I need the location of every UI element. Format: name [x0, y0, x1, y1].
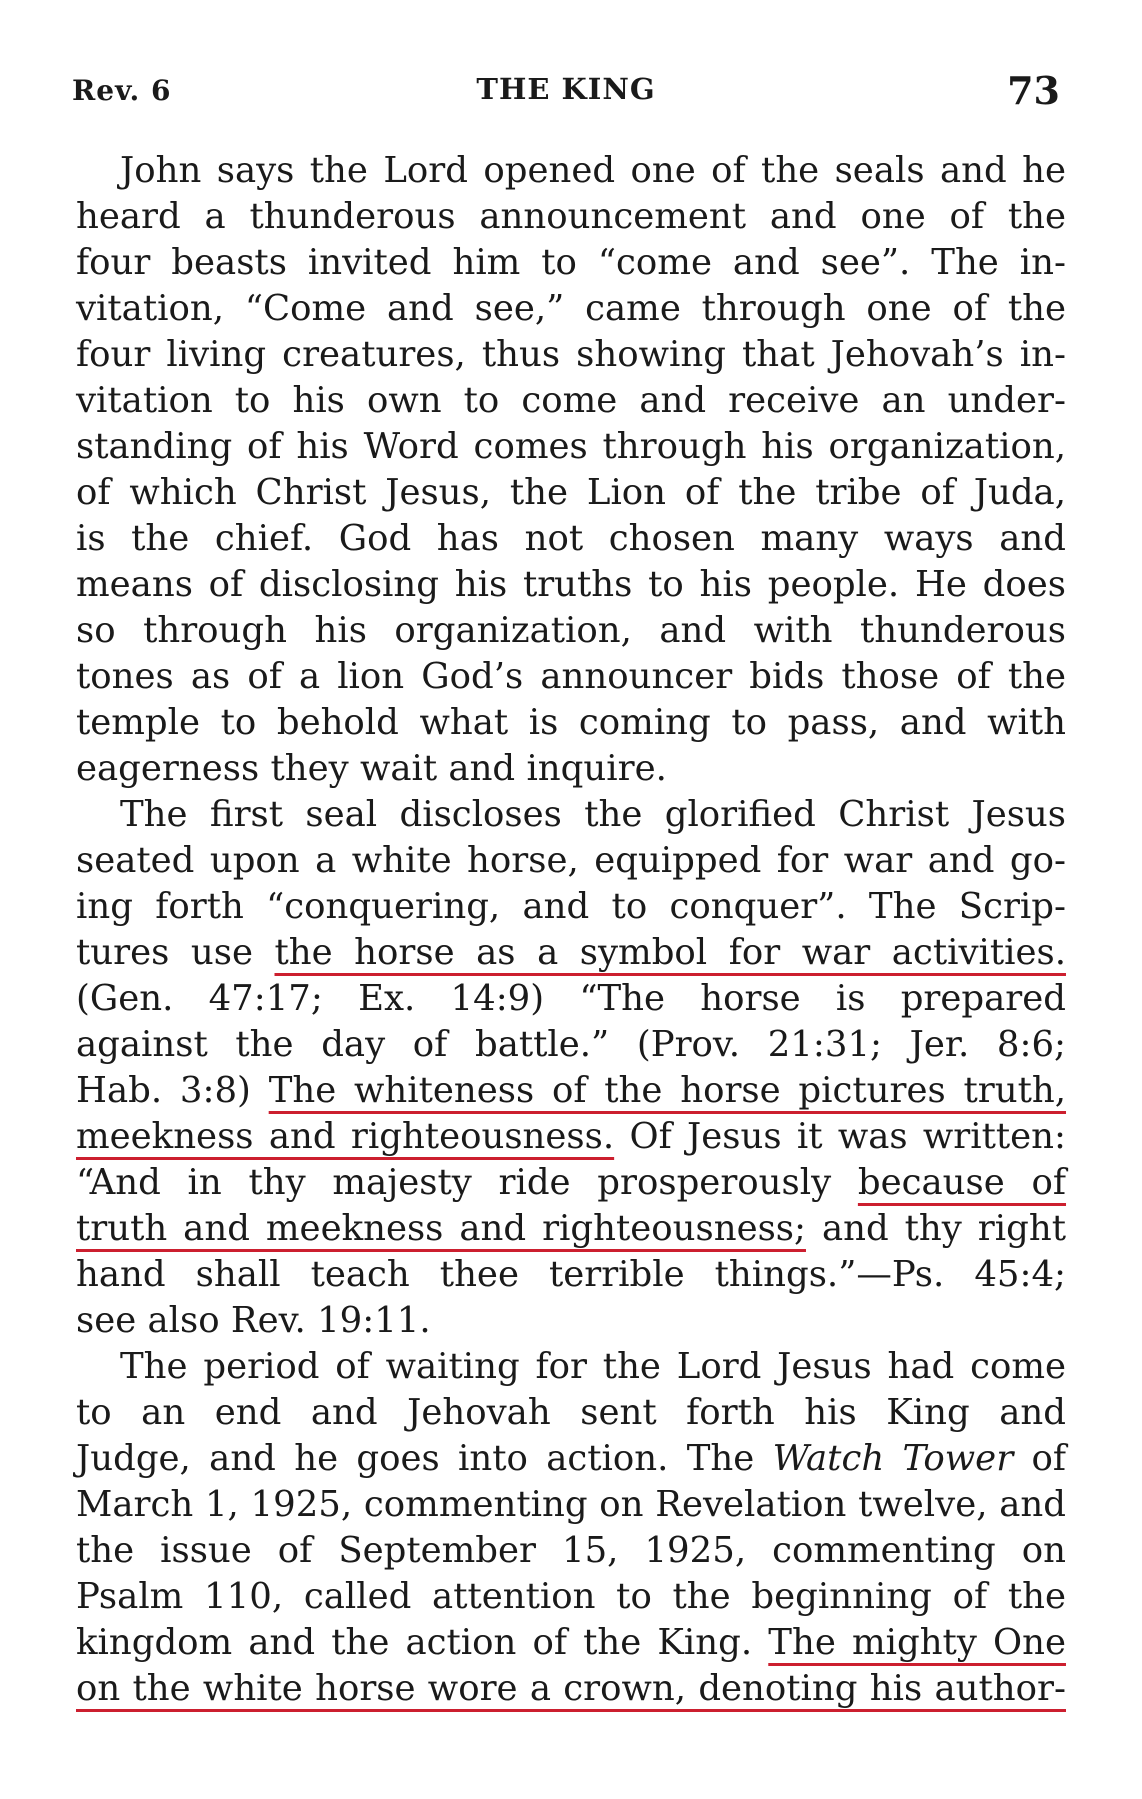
text-line: see also Rev. 19:11. — [76, 1300, 431, 1341]
text-segment: kingdom and the action of the King. — [76, 1622, 769, 1663]
text-line: March 1, 1925, commenting on Revelation twelve, and — [76, 1484, 1066, 1525]
text-line: (Gen. 47:17; Ex. 14:9) “The horse is prepared — [76, 978, 1066, 1019]
text-line — [76, 1620, 1066, 1666]
body-text — [76, 148, 1066, 1712]
page-number: 73 — [1007, 68, 1060, 113]
text-line: vitation to his own to come and receive an under- — [76, 380, 1066, 421]
underlined-passage: the horse as a symbol for war activities. — [274, 932, 1066, 973]
text-line: seated upon a white horse, equipped for war and go- — [76, 840, 1066, 881]
text-line: John says the Lord opened one of the seals and he — [120, 150, 1066, 191]
italic-title: Watch Tower — [772, 1438, 1014, 1479]
text-line: of which Christ Jesus, the Lion of the tribe of Juda, — [76, 472, 1066, 513]
running-header — [72, 68, 1060, 118]
text-segment: tures use — [76, 932, 275, 973]
text-line: The first seal discloses the glorified Christ Jesus — [120, 794, 1066, 835]
text-line: standing of his Word comes through his organization, — [76, 426, 1066, 467]
text-line: eagerness they wait and inquire. — [76, 748, 667, 789]
text-line: against the day of battle.” (Prov. 21:31; Jer. 8:6; — [76, 1024, 1066, 1065]
underlined-passage: The whiteness of the horse pictures truth, — [268, 1070, 1067, 1111]
underlined-passage: on the white horse wore a crown, denoting his author- — [76, 1668, 1066, 1709]
underlined-passage: meekness and righteousness. — [76, 1116, 615, 1157]
text-line: heard a thunderous announcement and one of the — [76, 196, 1066, 237]
text-line: four beasts invited him to “come and see”. The in- — [76, 242, 1066, 283]
text-line — [76, 1666, 1066, 1712]
text-line: means of disclosing his truths to his people. He does — [76, 564, 1066, 605]
text-line: four living creatures, thus showing that Jehovah’s in- — [76, 334, 1066, 375]
text-line: ing forth “conquering, and to conquer”. The Scrip- — [76, 886, 1066, 927]
text-line: to an end and Jehovah sent forth his King and — [76, 1392, 1066, 1433]
text-line: hand shall teach thee terrible things.”—Ps. 45:4; — [76, 1254, 1066, 1295]
chapter-reference: Rev. 6 — [72, 74, 172, 107]
text-line — [76, 1206, 1066, 1252]
text-line: vitation, “Come and see,” came through one of the — [76, 288, 1066, 329]
text-segment: Of Jesus it was written: — [614, 1116, 1066, 1157]
underlined-passage: truth and meekness and righteousness; — [76, 1208, 806, 1249]
book-title: THE KING — [476, 72, 656, 106]
text-line: temple to behold what is coming to pass, and with — [76, 702, 1066, 743]
text-segment: Judge, and he goes into action. The — [76, 1438, 773, 1479]
text-segment: “And in thy majesty ride prosperously — [76, 1162, 858, 1203]
underlined-passage: The mighty One — [768, 1622, 1066, 1663]
text-segment: and thy right — [805, 1208, 1066, 1249]
text-line: is the chief. God has not chosen many ways and — [76, 518, 1066, 559]
text-line — [76, 1068, 1066, 1114]
text-line: so through his organization, and with thunderous — [76, 610, 1066, 651]
text-line: Psalm 110, called attention to the beginning of the — [76, 1576, 1066, 1617]
text-line — [76, 930, 1066, 976]
text-line — [76, 1436, 1066, 1482]
text-segment: Hab. 3:8) — [76, 1070, 269, 1111]
text-line — [76, 1160, 1066, 1206]
underlined-passage: because of — [857, 1162, 1067, 1203]
text-line: tones as of a lion God’s announcer bids those of the — [76, 656, 1066, 697]
text-line — [76, 1114, 1066, 1160]
text-segment: of — [1013, 1438, 1067, 1479]
text-line: The period of waiting for the Lord Jesus had come — [120, 1346, 1066, 1387]
text-line: the issue of September 15, 1925, commenting on — [76, 1530, 1066, 1571]
